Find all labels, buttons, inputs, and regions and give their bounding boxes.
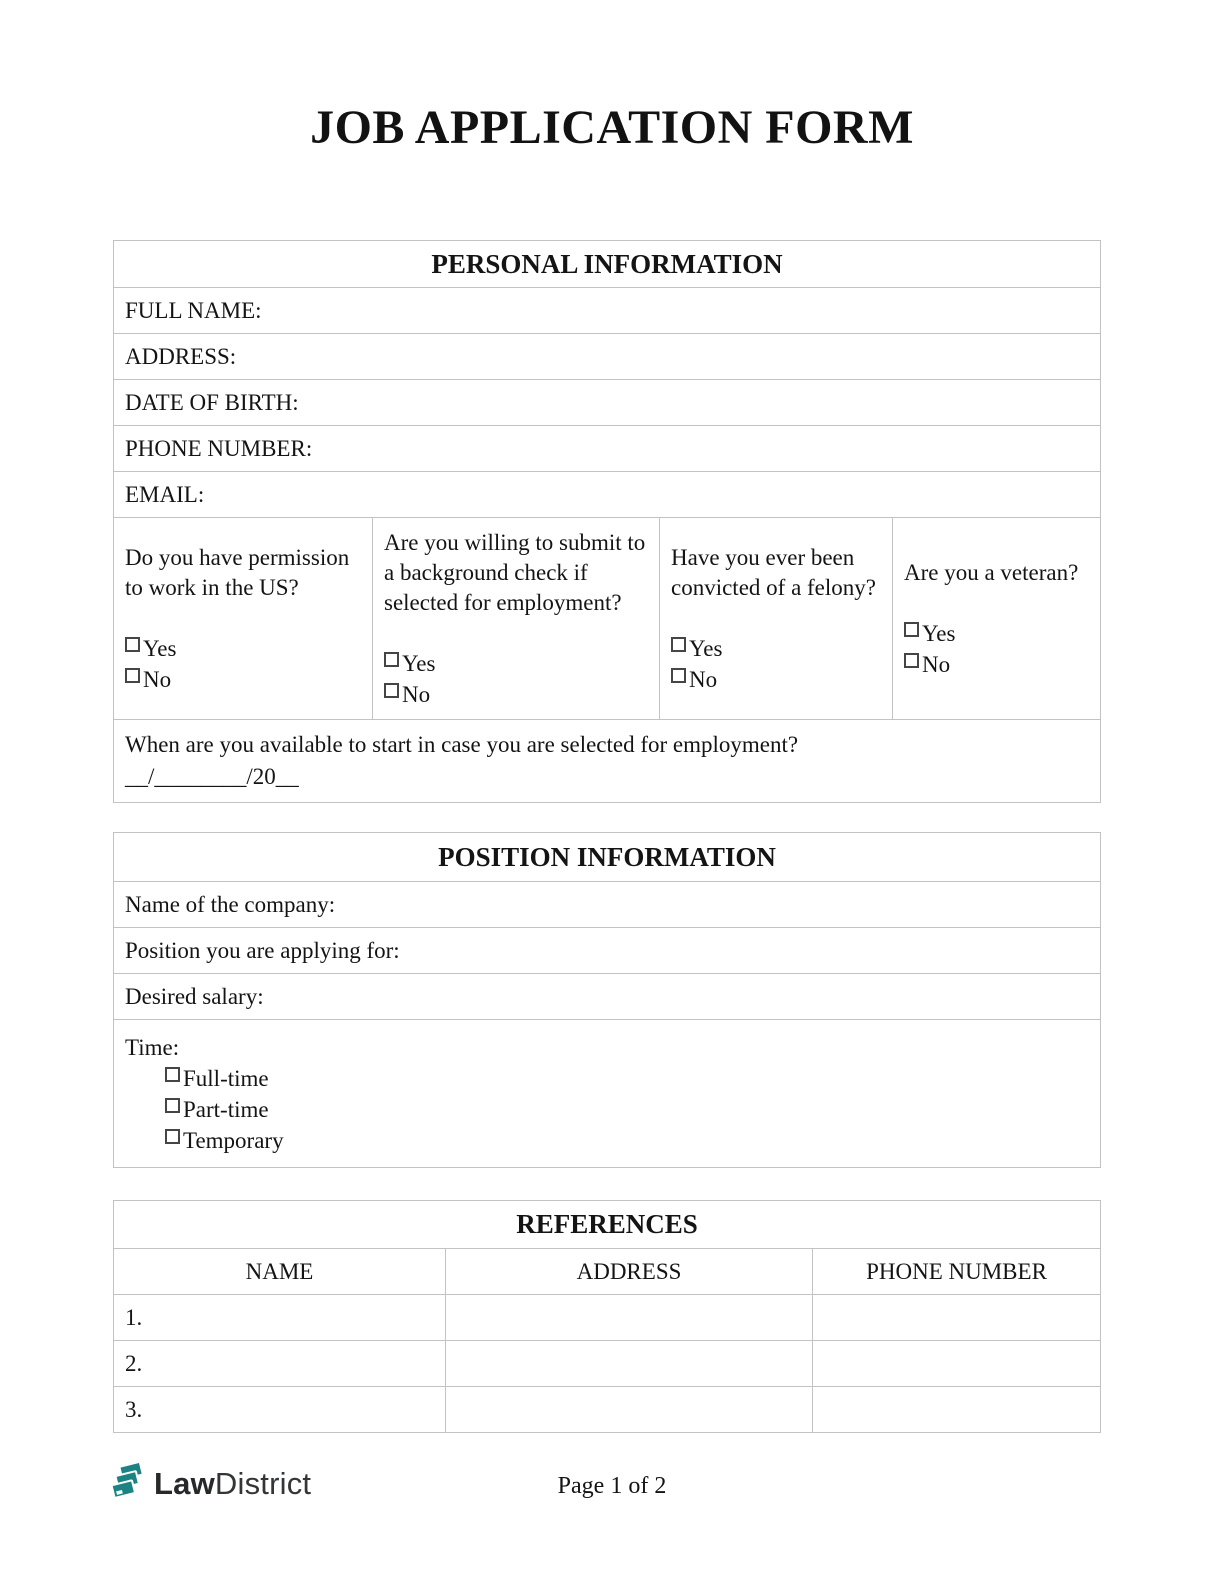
question-felony-text: Have you ever been convicted of a felony? (671, 544, 876, 600)
part-time-checkbox[interactable] (165, 1098, 180, 1113)
work-permission-yes-option (125, 633, 361, 664)
references-table (113, 1200, 1101, 1433)
work-permission-no-checkbox[interactable] (125, 668, 140, 683)
personal-information-table (113, 240, 1101, 803)
felony-no-option (671, 664, 881, 695)
time-cell (114, 1020, 1101, 1168)
question-work-permission-text: Do you have permission to work in the US? (125, 544, 350, 600)
personal-information-header: PERSONAL INFORMATION (114, 241, 1101, 288)
reference-row-2 (114, 1341, 1101, 1387)
work-permission-yes-label: Yes (143, 635, 177, 661)
full-time-checkbox[interactable] (165, 1067, 180, 1082)
veteran-yes-label: Yes (922, 620, 956, 646)
address-label: ADDRESS: (125, 343, 237, 369)
full-time-label: Full-time (183, 1065, 269, 1091)
full-name-field[interactable] (114, 288, 1101, 334)
question-veteran-text: Are you a veteran? (904, 559, 1079, 585)
reference-3-phone-cell[interactable] (813, 1387, 1101, 1433)
question-felony-cell (660, 518, 893, 720)
work-permission-no-option (125, 664, 361, 695)
veteran-yes-option (904, 618, 1089, 649)
question-work-permission-cell (114, 518, 373, 720)
position-information-header: POSITION INFORMATION (114, 833, 1101, 882)
availability-field[interactable] (114, 720, 1101, 803)
felony-yes-label: Yes (689, 635, 723, 661)
desired-salary-label: Desired salary: (125, 983, 264, 1009)
question-veteran-cell (893, 518, 1101, 720)
work-permission-no-label: No (143, 666, 172, 692)
references-column-address: ADDRESS (446, 1249, 813, 1295)
reference-row-1 (114, 1295, 1101, 1341)
reference-row-3 (114, 1387, 1101, 1433)
veteran-yes-checkbox[interactable] (904, 622, 919, 637)
position-information-table (113, 832, 1101, 1168)
availability-question: When are you available to start in case you are selected for employment? (125, 732, 799, 757)
reference-1-address-cell[interactable] (446, 1295, 813, 1341)
felony-yes-option (671, 633, 881, 664)
reference-2-name-cell[interactable] (114, 1341, 446, 1387)
references-column-name: NAME (114, 1249, 446, 1295)
background-check-yes-option (384, 648, 648, 679)
felony-yes-checkbox[interactable] (671, 637, 686, 652)
reference-1-phone-cell[interactable] (813, 1295, 1101, 1341)
background-check-yes-checkbox[interactable] (384, 652, 399, 667)
reference-2-number: 2. (125, 1350, 143, 1376)
part-time-label: Part-time (183, 1096, 269, 1122)
date-of-birth-field[interactable] (114, 380, 1101, 426)
reference-3-name-cell[interactable] (114, 1387, 446, 1433)
reference-1-number: 1. (125, 1304, 143, 1330)
question-background-check-cell (373, 518, 660, 720)
reference-1-name-cell[interactable] (114, 1295, 446, 1341)
veteran-no-option (904, 649, 1089, 680)
references-column-phone: PHONE NUMBER (813, 1249, 1101, 1295)
logo-text-district: District (214, 1465, 312, 1501)
full-time-option (165, 1063, 1089, 1094)
logo-text-law: Law (154, 1465, 215, 1501)
question-background-check-text: Are you willing to submit to a background check if selected for employment? (384, 529, 646, 615)
company-name-field[interactable] (114, 882, 1101, 928)
veteran-no-checkbox[interactable] (904, 653, 919, 668)
temporary-option (165, 1125, 1089, 1156)
background-check-no-option (384, 679, 648, 710)
reference-3-number: 3. (125, 1396, 143, 1422)
reference-2-phone-cell[interactable] (813, 1341, 1101, 1387)
company-name-label: Name of the company: (125, 891, 336, 917)
position-applying-field[interactable] (114, 928, 1101, 974)
references-header: REFERENCES (114, 1201, 1101, 1249)
position-applying-label: Position you are applying for: (125, 937, 400, 963)
email-label: EMAIL: (125, 481, 205, 507)
phone-number-field[interactable] (114, 426, 1101, 472)
time-label: Time: (125, 1034, 180, 1060)
temporary-checkbox[interactable] (165, 1129, 180, 1144)
background-check-no-checkbox[interactable] (384, 683, 399, 698)
phone-number-label: PHONE NUMBER: (125, 435, 313, 461)
reference-2-address-cell[interactable] (446, 1341, 813, 1387)
desired-salary-field[interactable] (114, 974, 1101, 1020)
temporary-label: Temporary (183, 1127, 284, 1153)
veteran-no-label: No (922, 651, 951, 677)
work-permission-yes-checkbox[interactable] (125, 637, 140, 652)
part-time-option (165, 1094, 1089, 1125)
felony-no-checkbox[interactable] (671, 668, 686, 683)
reference-3-address-cell[interactable] (446, 1387, 813, 1433)
full-name-label: FULL NAME: (125, 297, 262, 323)
availability-blank[interactable]: __/________/20__ (125, 764, 299, 789)
address-field[interactable] (114, 334, 1101, 380)
background-check-yes-label: Yes (402, 650, 436, 676)
background-check-no-label: No (402, 681, 431, 707)
date-of-birth-label: DATE OF BIRTH: (125, 389, 299, 415)
page-number: Page 1 of 2 (557, 1473, 667, 1499)
felony-no-label: No (689, 666, 718, 692)
page-title: JOB APPLICATION FORM (310, 101, 914, 154)
email-field[interactable] (114, 472, 1101, 518)
